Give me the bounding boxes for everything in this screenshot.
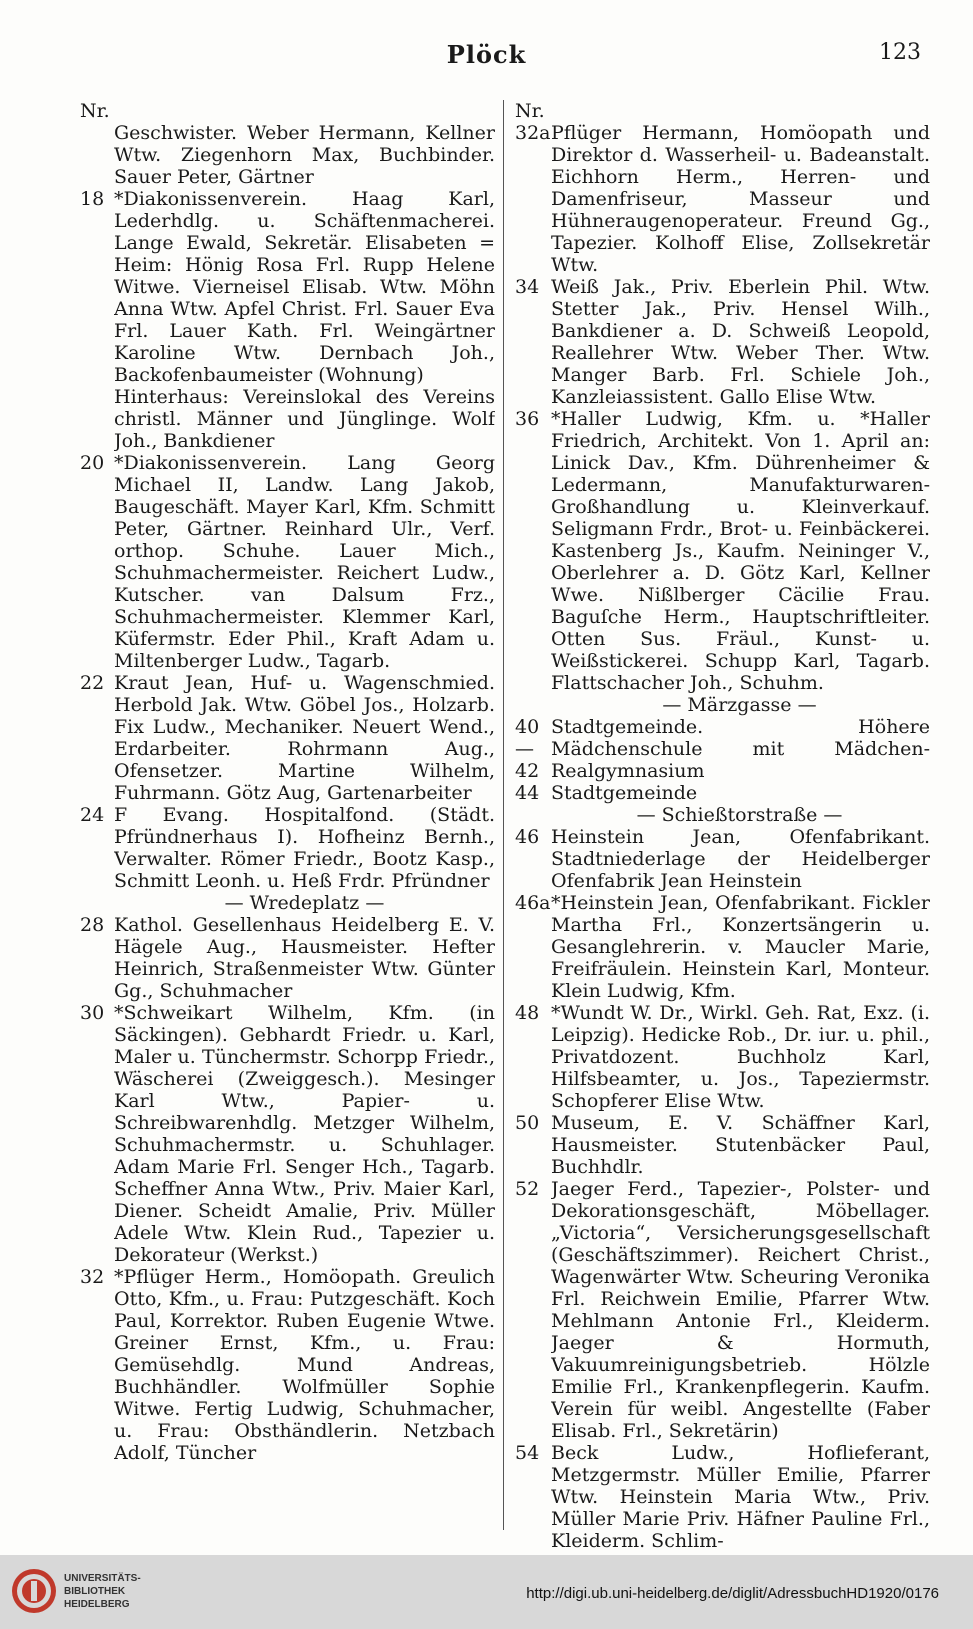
library-logo-text	[64, 1572, 141, 1611]
page-title: Plöck	[446, 40, 527, 69]
address-entry	[515, 1178, 930, 1442]
address-entry	[80, 188, 495, 386]
resident-listing: Heinstein Jean, Ofenfabrikant. Stadtniederlage der Heidelberger Ofenfabrik Jean Heinstein	[551, 826, 930, 892]
address-entry	[515, 1112, 930, 1178]
address-entry	[80, 386, 495, 452]
page-number: 123	[879, 40, 921, 65]
street-heading: — Schießtorstraße —	[636, 804, 843, 826]
house-number: 32a	[515, 122, 551, 144]
address-entry	[515, 408, 930, 694]
address-entry	[515, 1002, 930, 1112]
house-number	[80, 386, 114, 452]
address-entry	[515, 122, 930, 276]
address-entry	[80, 672, 495, 804]
house-number: 40—42	[515, 716, 540, 782]
address-entry	[515, 782, 930, 804]
street-heading: — Wredeplatz —	[224, 892, 385, 914]
left-entry-list	[80, 122, 495, 1464]
house-number: 36	[515, 408, 540, 430]
address-entry	[515, 826, 930, 892]
source-url-link[interactable]: http://digi.ub.uni-heidelberg.de/diglit/AdressbuchHD1920/0176	[526, 1585, 939, 1602]
resident-listing: Jaeger Ferd., Tapezier-, Polster- und Dekorationsgeschäft, Möbellager. „Victoria“, Versicherungsgesellschaft (Geschäftszimmer). Reichert Christ., Wagenwärter Wtw. Scheuring Veronika Frl. Reichwein Emilie, Pfarrer Wtw. Mehlmann Antonie Frl., Kleiderm. Jaeger & Hormuth, Vakuumreinigungsbetrieb. Hölzle Emilie Frl., Krankenpflegerin. Kaufm. Verein für weibl. Angestellte (Faber Elisab. Frl., Sekretärin)	[551, 1178, 930, 1442]
house-number: 44	[515, 782, 540, 804]
address-entry	[80, 914, 495, 1002]
column-number-label: Nr.	[80, 100, 110, 122]
right-column	[515, 100, 930, 1552]
resident-listing: *Diakonissenverein. Haag Karl, Lederhdlg. u. Schäftenmacherei. Lange Ewald, Sekretär. Elisabeten = Heim: Hönig Rosa Frl. Rupp Helene Witwe. Vierneisel Elisab. Wtw. Möhn Anna Wtw. Apfel Christ. Frl. Sauer Eva Frl. Lauer Kath. Frl. Weingärtner Karoline Wtw. Dernbach Joh., Backofenbaumeister (Wohnung)	[114, 188, 495, 386]
address-entry	[80, 452, 495, 672]
house-number: 34	[515, 276, 540, 298]
address-entry	[515, 276, 930, 408]
address-entry	[515, 892, 930, 1002]
house-number: 24	[80, 804, 105, 826]
street-heading: — Märzgasse —	[662, 694, 817, 716]
logo-line: UNIVERSITÄTS-	[64, 1573, 141, 1584]
house-number: 22	[80, 672, 105, 694]
address-entry	[515, 716, 930, 782]
house-number: 52	[515, 1178, 540, 1200]
university-seal-icon	[10, 1567, 58, 1615]
house-number: 18	[80, 188, 105, 210]
resident-listing: Museum, E. V. Schäffner Karl, Hausmeister. Stutenbäcker Paul, Buchhdlr.	[551, 1112, 930, 1178]
house-number: 54	[515, 1442, 540, 1464]
resident-listing: *Schweikart Wilhelm, Kfm. (in Säckingen). Gebhardt Friedr. u. Karl, Maler u. Tünchermstr. Schorpp Friedr., Wäscherei (Zweiggesch.). Mesinger Karl Wtw., Papier- u. Schreibwarenhdlg. Metzger Wilhelm, Schuhmachermstr. u. Schuhlager. Adam Marie Frl. Senger Hch., Tagarb. Scheffner Anna Wtw., Priv. Maier Karl, Diener. Scheidt Amalie, Priv. Müller Adele Wtw. Klein Rud., Tapezier u. Dekorateur (Werkst.)	[114, 1002, 495, 1266]
resident-listing: Kraut Jean, Huf- u. Wagenschmied. Herbold Jak. Wtw. Göbel Jos., Holzarb. Fix Ludw., Mechaniker. Neuert Wend., Erdarbeiter. Rohrmann Aug., Ofensetzer. Martine Wilhelm, Fuhrmann. Götz Aug, Gartenarbeiter	[114, 672, 495, 804]
logo-line: BIBLIOTHEK	[64, 1586, 126, 1597]
left-column	[80, 100, 495, 1464]
footer-bar	[0, 1555, 973, 1629]
right-entry-list	[515, 122, 930, 1552]
house-number: 48	[515, 1002, 540, 1024]
house-number: 28	[80, 914, 105, 936]
resident-listing: Stadtgemeinde. Höhere Mädchenschule mit Mädchen-Realgymnasium	[551, 716, 930, 782]
house-number: 50	[515, 1112, 540, 1134]
house-number: 20	[80, 452, 105, 474]
address-entry	[80, 804, 495, 892]
resident-listing: *Diakonissenverein. Lang Georg Michael II, Landw. Lang Jakob, Baugeschäft. Mayer Karl, Kfm. Schmitt Peter, Gärtner. Reinhard Ulr., Verf. orthop. Schuhe. Lauer Mich., Schuhmachermeister. Reichert Ludw., Kutscher. van Dalsum Frz., Schuhmachermeister. Klemmer Karl, Küfermstr. Eder Phil., Kraft Adam u. Miltenberger Ludw., Tagarb.	[114, 452, 495, 672]
house-number: 30	[80, 1002, 105, 1024]
resident-listing: Stadtgemeinde	[551, 782, 698, 804]
resident-listing: Beck Ludw., Hoflieferant, Metzgermstr. Müller Emilie, Pfarrer Wtw. Heinstein Maria Wtw., Priv. Müller Marie Priv. Häfner Pauline Frl., Kleiderm. Schlim-	[551, 1442, 930, 1552]
address-entry	[80, 1266, 495, 1464]
address-entry	[80, 122, 495, 188]
resident-listing: *Pflüger Herm., Homöopath. Greulich Otto, Kfm., u. Frau: Putzgeschäft. Koch Paul, Korrektor. Ruben Eugenie Wtwe. Greiner Ernst, Kfm., u. Frau: Gemüsehdlg. Mund Andreas, Buchhändler. Wolfmüller Sophie Witwe. Fertig Ludwig, Schuhmacher, u. Frau: Obsthändlerin. Netzbach Adolf, Tüncher	[114, 1266, 495, 1464]
resident-listing: Pflüger Hermann, Homöopath und Direktor d. Wasserheil- u. Badeanstalt. Eichhorn Herm., Herren- und Damenfriseur, Masseur und Hühneraugenoperateur. Freund Gg., Tapezier. Kolhoff Elise, Zollsekretär Wtw.	[551, 122, 930, 276]
house-number	[80, 122, 114, 188]
column-divider	[503, 100, 504, 1530]
column-number-label: Nr.	[515, 100, 545, 122]
address-entry	[515, 1442, 930, 1552]
resident-listing: Kathol. Gesellenhaus Heidelberg E. V. Hägele Aug., Hausmeister. Hefter Heinrich, Straßenmeister Wtw. Günter Gg., Schuhmacher	[114, 914, 495, 1002]
resident-listing: Hinterhaus: Vereinslokal des Vereins christl. Männer und Jünglinge. Wolf Joh., Bankdiener	[114, 386, 495, 452]
house-number: 46	[515, 826, 540, 848]
resident-listing: Geschwister. Weber Hermann, Kellner Wtw. Ziegenhorn Max, Buchbinder. Sauer Peter, Gärtner	[114, 122, 495, 188]
resident-listing: *Haller Ludwig, Kfm. u. *Haller Friedrich, Architekt. Von 1. April an: Linick Dav., Kfm. Dührenheimer & Ledermann, Manufakturwaren-Großhandlung u. Kleinverkauf. Seligmann Frdr., Brot- u. Feinbäckerei. Kastenberg Js., Kaufm. Neininger V., Oberlehrer a. D. Götz Karl, Kellner Wwe. Nißlberger Cäcilie Frau. Baguſche Herm., Hauptschriftleiter. Otten Sus. Fräul., Kunst- u. Weißstickerei. Schupp Karl, Tagarb. Flattschacher Joh., Schuhm.	[551, 408, 930, 694]
resident-listing: F Evang. Hospitalfond. (Städt. Pfründnerhaus I). Hofheinz Bernh., Verwalter. Römer Friedr., Bootz Kasp., Schmitt Leonh. u. Heß Frdr. Pfründner	[114, 804, 495, 892]
logo-line: HEIDELBERG	[64, 1599, 130, 1610]
house-number: 46a	[515, 892, 551, 914]
resident-listing: *Heinstein Jean, Ofenfabrikant. Fickler Martha Frl., Konzertsängerin u. Gesanglehrerin. v. Maucler Marie, Freifräulein. Heinstein Karl, Monteur. Klein Ludwig, Kfm.	[551, 892, 930, 1002]
house-number: 32	[80, 1266, 105, 1288]
address-entry	[80, 1002, 495, 1266]
resident-listing: Weiß Jak., Priv. Eberlein Phil. Wtw. Stetter Jak., Priv. Hensel Wilh., Bankdiener a. D. Schweiß Leopold, Reallehrer Wtw. Weber Ther. Wtw. Manger Barb. Frl. Schiele Joh., Kanzleiassistent. Gallo Elise Wtw.	[551, 276, 930, 408]
resident-listing: *Wundt W. Dr., Wirkl. Geh. Rat, Exz. (i. Leipzig). Hedicke Rob., Dr. iur. u. phil., Privatdozent. Buchholz Karl, Hilfsbeamter, u. Jos., Tapeziermstr. Schopferer Elise Wtw.	[551, 1002, 930, 1112]
